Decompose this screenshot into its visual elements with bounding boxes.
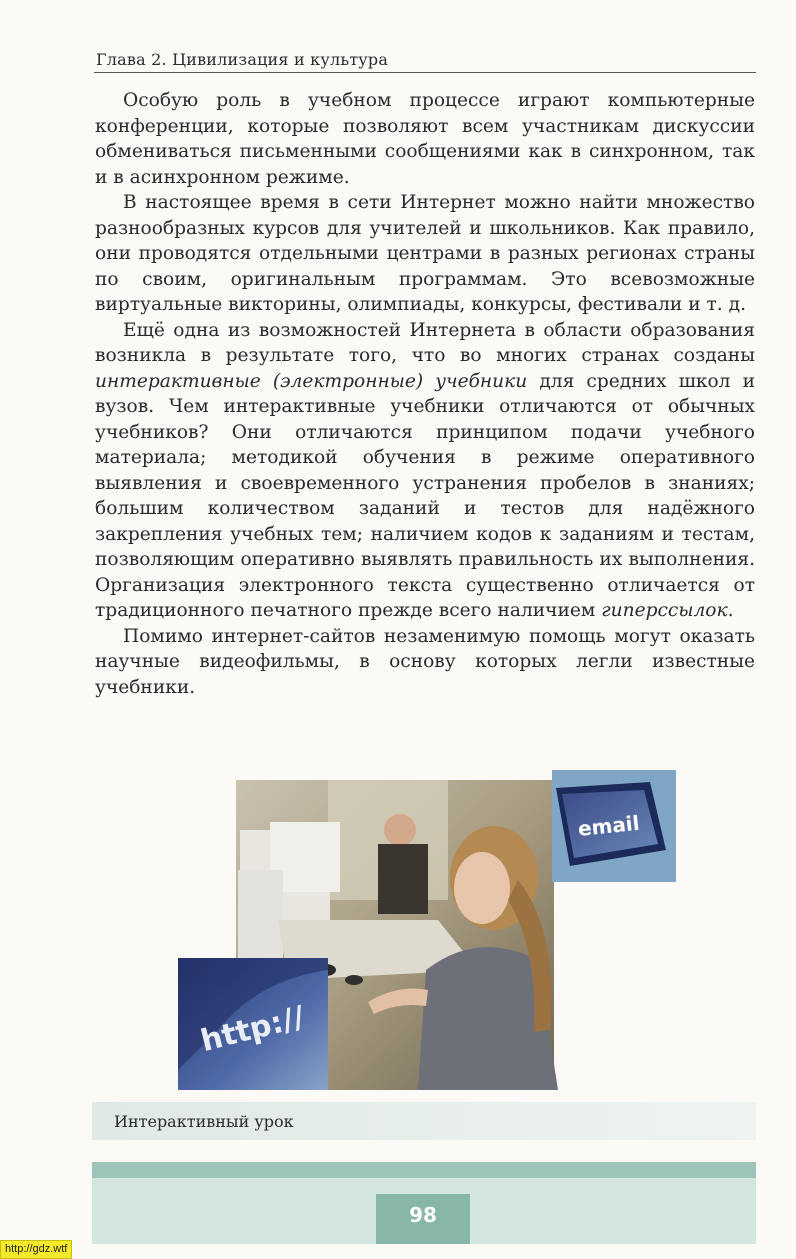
http-label: http://	[197, 999, 309, 1060]
main-text	[95, 88, 755, 700]
header-divider	[94, 72, 756, 73]
figure-caption: Интерактивный урок	[114, 1112, 294, 1131]
paragraph-3-end: .	[727, 600, 734, 621]
term-interactive-textbooks: интерактивные (электронные) учебники	[95, 370, 528, 392]
paragraph-3	[95, 318, 755, 624]
page-number: 98	[409, 1203, 437, 1227]
paragraph-2: В настоящее время в сети Интернет можно найти множество разнообразных курсов для учителей и школьников. Как правило, они проводятся отдельными центрами в разных регионах страны по своим, оригинальным программам. Это всевозможные виртуальные викторины, олимпиады, конкурсы, фестивали и т. д.	[95, 192, 755, 315]
paragraph-1: Особую роль в учебном процессе играют компьютерные конференции, которые позволяют всем участникам дискуссии обмениваться письменными сообщениями как в синхронном, так и в асинхронном режиме.	[95, 90, 755, 188]
paragraph-4: Помимо интернет-сайтов незаменимую помощь могут оказать научные видеофильмы, в основу которых легли известные учебники.	[95, 625, 755, 698]
paragraph-3-middle: для средних школ и вузов. Чем интерактивные учебники отличаются от обычных учебников? Они отличаются принципом подачи учебного материала; методикой обучения в режиме оперативного выявления и своевременного устранения пробелов в знаниях; большим количеством заданий и тестов для надёжного закрепления учебных тем; наличием кодов к заданиям и тестам, позволяющим оперативно выявлять правильность их выполнения. Организация электронного текста существенно отличается от традиционного печатного прежде всего наличием	[95, 370, 755, 621]
paragraph-3-start: Ещё одна из возможностей Интернета в области образования возникла в результате того, что во многих странах созданы	[95, 319, 755, 366]
interactive-lesson-photo	[178, 770, 676, 1090]
chapter-header: Глава 2. Цивилизация и культура	[96, 50, 389, 69]
email-label: email	[576, 810, 641, 842]
watermark-link[interactable]: http://gdz.wtf	[0, 1240, 72, 1259]
term-hyperlinks: гиперссылок	[601, 600, 728, 621]
footer-stripe	[92, 1162, 756, 1178]
